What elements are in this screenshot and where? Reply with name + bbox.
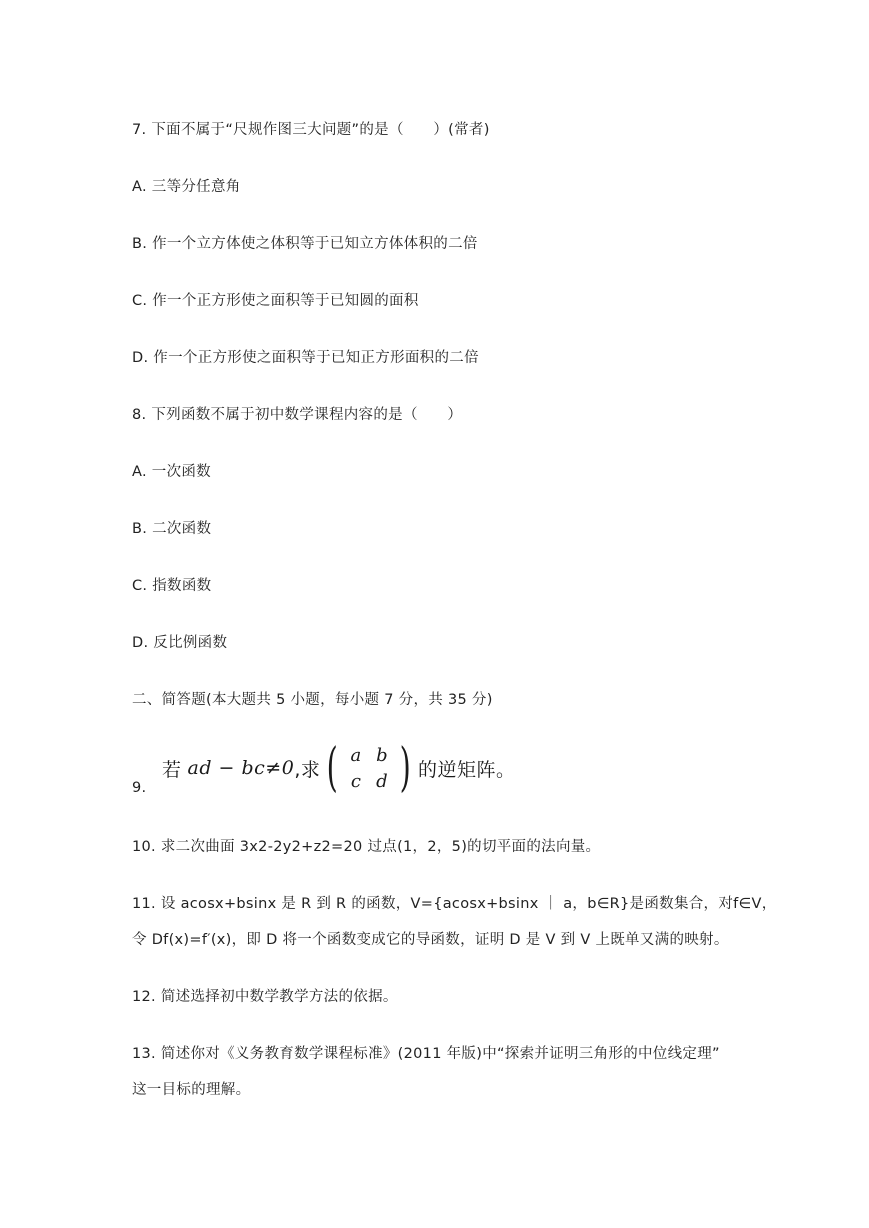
- q9-formula: [162, 738, 515, 798]
- q11-line-2: 令 Df(x)=f′(x)，即 D 将一个函数变成它的导函数，证明 D 是 V 到 V 上既单又满的映射。: [132, 932, 729, 948]
- q7-option-a: A. 三等分任意角: [132, 179, 241, 195]
- q9-formula-condition: ad − bc≠0: [187, 757, 295, 779]
- q8-option-a: A. 一次函数: [132, 464, 211, 480]
- matrix-right-paren: ): [399, 738, 412, 798]
- q8-option-c: C. 指数函数: [132, 578, 212, 594]
- matrix-grid: [343, 742, 395, 794]
- q9-matrix: [322, 738, 416, 798]
- matrix-entry-a: a: [350, 744, 362, 766]
- q9-formula-suffix: 的逆矩阵。: [417, 758, 516, 781]
- matrix-entry-b: b: [376, 744, 389, 766]
- matrix-entry-c: c: [350, 770, 362, 792]
- q10-text: 10. 求二次曲面 3x2-2y2+z2=20 过点(1，2，5)的切平面的法向量。: [132, 839, 601, 855]
- q9-number: 9.: [132, 780, 147, 796]
- q8-stem: 8. 下列函数不属于初中数学课程内容的是（ ）: [132, 407, 463, 423]
- q7-option-d: D. 作一个正方形使之面积等于已知正方形面积的二倍: [132, 350, 479, 366]
- q7-option-b: B. 作一个立方体使之体积等于已知立方体体积的二倍: [132, 236, 478, 252]
- matrix-left-paren: (: [327, 738, 339, 798]
- q13-line-2: 这一目标的理解。: [132, 1082, 251, 1098]
- matrix-entry-d: d: [376, 770, 389, 792]
- q8-option-d: D. 反比例函数: [132, 635, 228, 651]
- q13-line-1: 13. 简述你对《义务教育数学课程标准》(2011 年版)中“探索并证明三角形的中位线定理”: [132, 1046, 720, 1062]
- q7-option-c: C. 作一个正方形使之面积等于已知圆的面积: [132, 293, 419, 309]
- q9-formula-ask: ,求: [294, 758, 321, 781]
- q7-stem: 7. 下面不属于“尺规作图三大问题”的是（ ）(常者): [132, 122, 490, 138]
- q11-line-1: 11. 设 acosx+bsinx 是 R 到 R 的函数，V={acosx+bsinx ｜ a，b∈R}是函数集合，对f∈V，: [132, 896, 777, 912]
- q8-option-b: B. 二次函数: [132, 521, 212, 537]
- section-2-heading: 二、简答题(本大题共 5 小题，每小题 7 分，共 35 分): [132, 692, 493, 708]
- q12-text: 12. 简述选择初中数学教学方法的依据。: [132, 989, 398, 1005]
- q9-formula-prefix: 若: [162, 758, 182, 781]
